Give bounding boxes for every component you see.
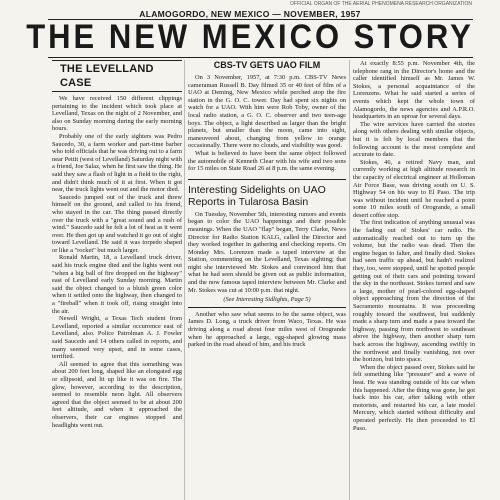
cbs-heading: CBS-TV GETS UAO FILM [213, 60, 321, 70]
top-strip: OFFICIAL ORGAN OF THE AERIAL PHENOMENA RESEARCH ORGANIZATION [290, 1, 472, 7]
masthead-bottom-rule [48, 57, 473, 58]
paragraph: What is believed to have been the same object followed the automobile of Kenneth Clear with his wife and two sons for 15 miles on State Road 26 at 8 p.m. the same evening. [188, 149, 346, 173]
paragraph: Saucedo jumped out of the truck and threw himself on the ground, and called to his friend, who stayed in the car. The thing passed directly over the truck with a "great sound and a rush of wind." Saucedo said he felt a lot of heat as it went over. He then got up and watched it go out of sight toward Levelland. He said it was torpedo shaped or like a "rocket" but much larger. [52, 193, 182, 254]
paragraph: On Tuesday, November 5th, interesting rumors and events began to color the UAO happenings and their possible meanings. When the UAO "flap" began, Terry Clarke, News Director for Radio Station KALG, called the Director and they worked together in gathering and checking reports. On Monday Mrs. Lorenzen made a taped interview at the Station, commenting on the Levelland, Texas sighting; that night she interviewed Mr. Stokes and convinced him that what he had seen should be given out as public information, and the now famous taped interview between Mr. Clarke and Mr. Stokes was cut at 10:00 p.m. that night. [188, 210, 346, 294]
paragraph: On 3 November, 1957, at 7:30 p.m. CBS-TV News cameraman Russell B. Day filmed 35 or 40 feet of film of a UAO at Deming, New Mexico while perched atop the fire station in the G. O. C. tower. Day had spent six nights on watch for a UAO. With him were Rob Toby, owner of the local radio station, a G. O. C. observer and two teen-age boys. The object, a light described as larger than the bright planets, but smaller than the moon, came into sight, maneuvered about, changing from yellow to orange occasionally. There were no clouds, and visibility was good. [188, 74, 346, 150]
column-divider-2 [349, 60, 350, 500]
paragraph: All seemed to agree that this something was about 200 feet long, shaped like an elongated egg or ellipsoid, and lit up like it was on fire. The glow, however, according to the description, seemed to resemble neon light. All observers agreed that the object seemed to be at about 200 feet altitude, and when it approached the observers, their car engines stopped and headlights went out. [52, 360, 182, 429]
dateline: ALAMOGORDO, NEW MEXICO — NOVEMBER, 1957 [139, 9, 361, 19]
section-rule [188, 307, 346, 308]
paragraph: Probably one of the early sighters was Pedro Saucedo, 30, a farm worker and part-time barber who told officials that he was driving out to a farm near Pettit (west of Levelland) Saturday night with a friend, Joe Salaz, when he first saw the thing. He said they saw a flash of light in a field to the right, and didn't think much of it at first. When it got near, the truck lights went out and the motor died. [52, 132, 182, 194]
paragraph: Newell Wright, a Texas Tech student from Levelland, reported a similar occurrence east of Levelland, also. Police Patrolman A. J. Fowler said Saucedo and 14 others called in reports, and many seemed very upset, and in some cases, terrified. [52, 315, 182, 361]
column-stokes [353, 60, 475, 500]
paragraph: When the object passed over, Stokes said he felt something like "pressure" and a wave of heat. He was standing outside of his car when this happened. After the thing was gone, he got back into his car, after talking with other motorists, and restarted his car, a late model Mercury, which started without difficulty and operated perfectly. He then proceeded to El Paso. [353, 363, 475, 432]
column-divider-1 [184, 60, 185, 500]
paragraph: We have received 150 different clippings pertaining to the incident which took place at Levelland, Texas on the night of 2 November, and also on Sunday morning during the early morning hours. [52, 95, 182, 133]
levelland-heading-box [52, 60, 182, 92]
paragraph: Stokes, 46, a retired Navy man, and currently working at high altitude research in the capacity of electrical engineer at Holloman Air Force Base, was driving south on U. S. Highway 54 on his way to El Paso. The trip was without incident until he reached a point some 10 miles south of Orogrande, a small desert coffee stop. [353, 158, 475, 219]
paragraph: The first indication of anything unusual was the fading out of Stokes' car radio. He automatically reached out to turn up the volume, but the radio was dead. Then the engine began to falter, and finally died. Stokes had seen traffic up ahead, but hadn't realized they, too, were stopped, until he spotted people getting out of their cars and pointing toward the sky in the northeast. Stokes turned and saw a large, mother of pearl-colored egg-shaped object approaching from the direction of the Sacramento mountains. It was proceeding roughly toward the southwest, but suddenly made a sharp turn and made a pass toward the highway, passing from northwest to southeast above the highway, then another sharp turn back across the highway, ascending swiftly in the northwest and finally vanishing, not over the horizon, but into space. [353, 219, 475, 364]
sidelights-heading: Interesting Sidelights on UAO Reports in Tularosa Basin [188, 179, 346, 208]
masthead-title: THE NEW MEXICO STORY [26, 16, 474, 57]
levelland-heading: THE LEVELLAND CASE [60, 63, 154, 89]
paragraph: Ronald Martin, 18, a Levelland truck driver, said his truck engine died and the lights went out "when a big ball of fire dropped on the highway" east of Levelland early Sunday morning. Martin said the object changed to a bluish green color when it settled onto the highway, then changed to a "fireball" when it took off, rising straight into the air. [52, 254, 182, 315]
column-levelland [52, 60, 182, 500]
continued-note: (See Interesting Sidlights, Page 5) [223, 296, 311, 304]
paragraph: The wire services have carried the stories along with others dealing with similar objects, but it is felt by local members that the following account is the most complete and accurate to date. [353, 120, 475, 159]
paragraph: At exactly 8:55 p.m. November 4th, the telephone rang in the Director's home and the caller identified himself as Mr. James W. Stokes, a personal acquaintance of the Lorenzens. What he said started a series of events which kept the whole town of Alamogordo, the news agencies and A.P.R.O. headquarters in an uproar for several days. [353, 60, 475, 121]
paragraph: Another who saw what seems to be the same object, was James D. Long, a truck driver from Waco, Texas. He was driving along a road about four miles west of Orogrande when he approached a large, egg-shaped glowing mass parked in the road ahead of him, and his truck [188, 310, 346, 349]
column-cbs [188, 60, 346, 500]
